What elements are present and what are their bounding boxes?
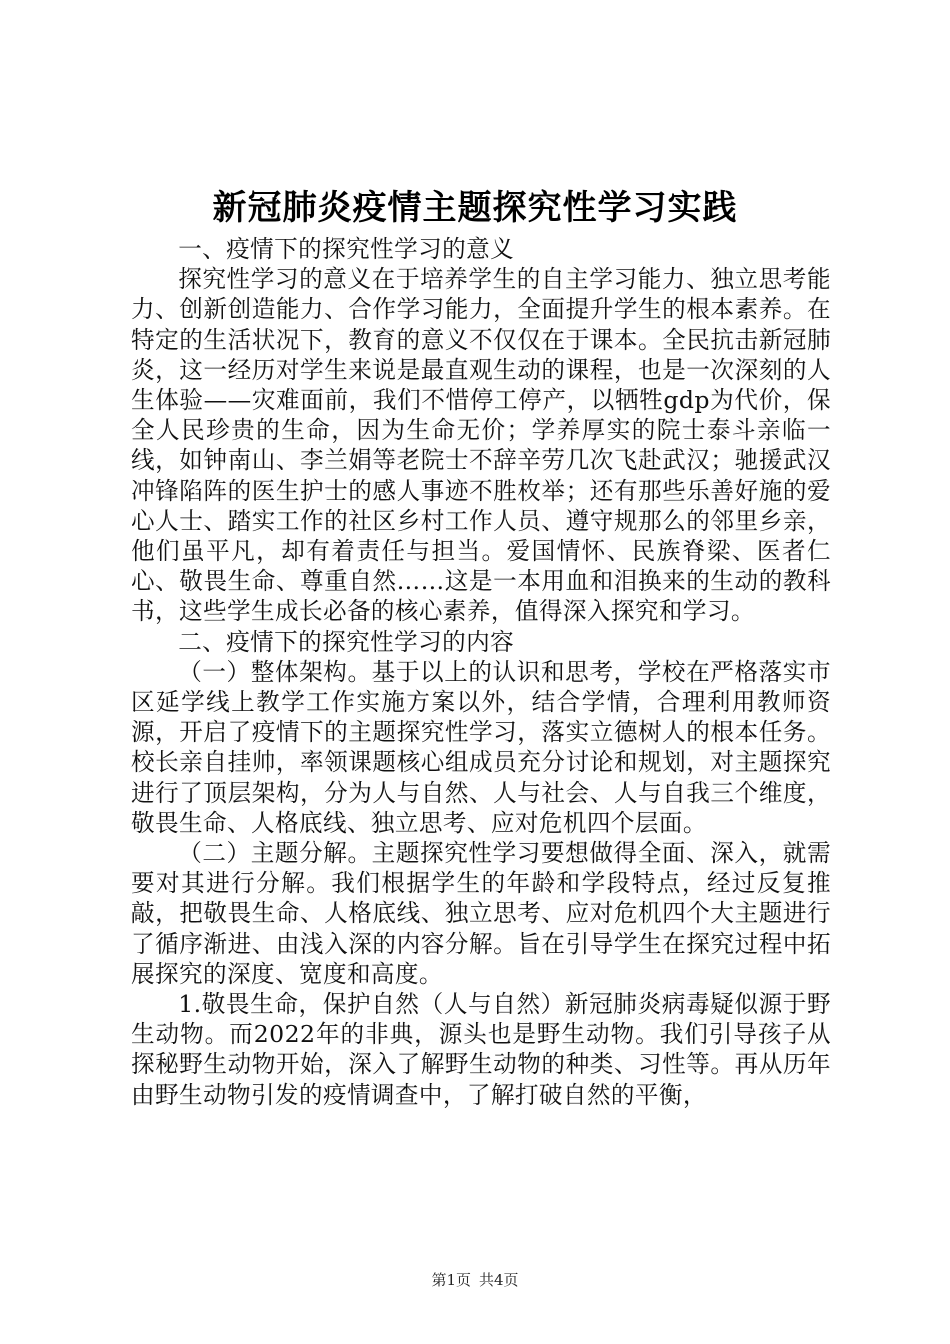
paragraph: 1.敬畏生命，保护自然（人与自然）新冠肺炎病毒疑似源于野生动物。而2022年的非典，源头也是野生动物。我们引导孩子从探秘野生动物开始，深入了解野生动物的种类、习性等。再从历年由野生动物引发的疫情调查中，了解打破自然的平衡，: [131, 990, 831, 1109]
paragraph: （一）整体架构。基于以上的认识和思考，学校在严格落实市区延学线上教学工作实施方案以外，结合学情，合理利用教师资源，开启了疫情下的主题探究性学习，落实立德树人的根本任务。校长亲自挂帅，率领课题核心组成员充分讨论和规划，对主题探究进行了顶层架构，分为人与自然、人与社会、人与自我三个维度，敬畏生命、人格底线、独立思考、应对危机四个层面。: [131, 657, 831, 837]
page-total: 共4页: [479, 1271, 519, 1289]
document-body: [131, 234, 831, 1110]
paragraph: （二）主题分解。主题探究性学习要想做得全面、深入，就需要对其进行分解。我们根据学生的年龄和学段特点，经过反复推敲，把敬畏生命、人格底线、独立思考、应对危机四个大主题进行了循序渐进、由浅入深的内容分解。旨在引导学生在探究过程中拓展探究的深度、宽度和高度。: [131, 839, 831, 988]
section-heading-1: 一、疫情下的探究性学习的意义: [178, 235, 515, 263]
paragraph: 探究性学习的意义在于培养学生的自主学习能力、独立思考能力、创新创造能力、合作学习能力，全面提升学生的根本素养。在特定的生活状况下，教育的意义不仅仅在于课本。全民抗击新冠肺炎，这一经历对学生来说是最直观生动的课程，也是一次深刻的人生体验——灾难面前，我们不惜停工停产，以牺牲gdp为代价，保全人民珍贵的生命，因为生命无价；学养厚实的院士泰斗亲临一线，如钟南山、李兰娟等老院士不辞辛劳几次飞赴武汉；驰援武汉冲锋陷阵的医生护士的感人事迹不胜枚举；还有那些乐善好施的爱心人士、踏实工作的社区乡村工作人员、遵守规那么的邻里乡亲，他们虽平凡，却有着责任与担当。爱国情怀、民族脊梁、医者仁心、敬畏生命、尊重自然……这是一本用血和泪换来的生动的教科书，这些学生成长必备的核心素养，值得深入探究和学习。: [131, 265, 831, 626]
page-number: 第1页: [431, 1271, 471, 1289]
section-heading-2: 二、疫情下的探究性学习的内容: [178, 627, 515, 656]
document-title: 新冠肺炎疫情主题探究性学习实践: [212, 188, 738, 228]
page-footer: [0, 1270, 950, 1290]
